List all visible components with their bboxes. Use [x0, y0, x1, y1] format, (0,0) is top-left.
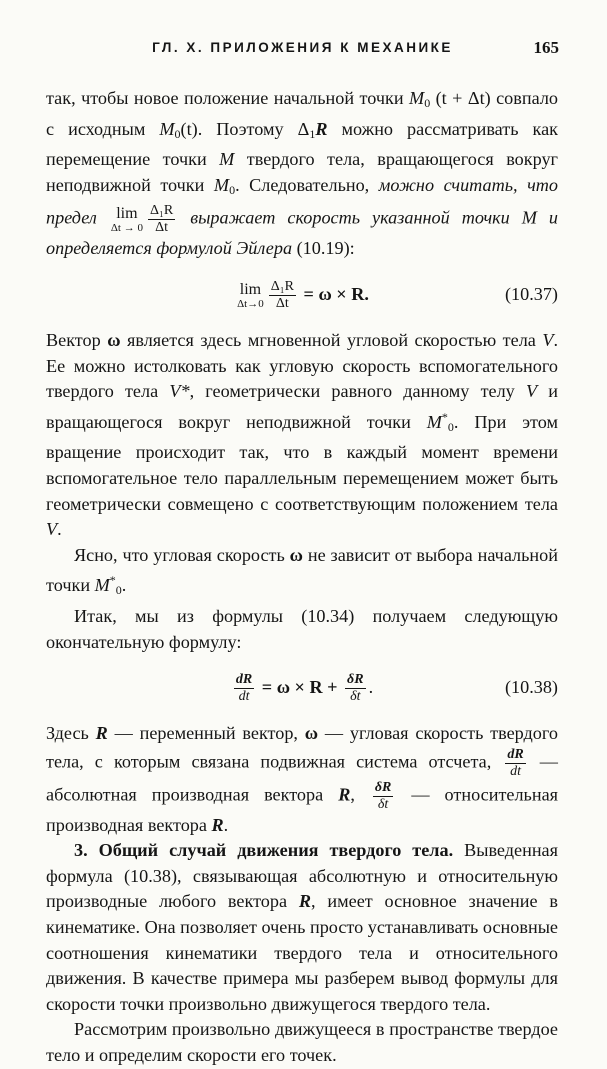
equation-10-38 — [46, 663, 558, 711]
equation-body — [46, 270, 558, 318]
paragraph-4 — [46, 604, 558, 655]
symbol-M: M — [159, 118, 175, 139]
symbol-V: V — [525, 381, 538, 402]
paragraph-5 — [46, 721, 558, 838]
equation-end: . — [368, 677, 374, 698]
symbol-M: M — [219, 149, 235, 170]
equation-middle: = ω × R + — [261, 677, 338, 698]
subscript: 1 — [309, 126, 316, 141]
text-run: (t + Δt) совпало с исходным — [46, 88, 558, 139]
symbol-M: M — [409, 88, 425, 108]
symbol-R: R — [211, 814, 224, 835]
subscript: 0 — [229, 182, 236, 197]
paragraph-3 — [46, 543, 558, 604]
symbol-M: M — [213, 174, 230, 195]
fraction — [234, 672, 254, 705]
paragraph-7 — [46, 1017, 558, 1068]
text-run: — абсолютная производная вектора — [46, 751, 558, 805]
text-run: Итак, мы из формулы (10.34) получаем следующую окончательную формулу: — [46, 605, 558, 652]
fraction-numerator: dR — [507, 746, 524, 762]
running-title: ГЛ. X. ПРИЛОЖЕНИЯ К МЕХАНИКЕ — [152, 40, 453, 55]
page-header — [46, 34, 559, 58]
subscript: 0 — [424, 96, 431, 110]
limit-expression — [111, 206, 143, 234]
text-run: — относительная производная вектора — [46, 784, 559, 835]
text-run: — угловая скорость твердого тела, с которым связана подвижная система отсчета, — [46, 723, 558, 772]
symbol-omega: ω — [289, 544, 303, 565]
fraction-numerator: Δ₁R — [149, 203, 174, 219]
text-run: Рассмотрим произвольно движущееся в пространстве твердое тело и определим скорости его точек. — [46, 1019, 558, 1066]
text-run: можно рассматривать как перемещение точки — [46, 118, 559, 170]
text-run: (t). Поэтому — [180, 118, 298, 139]
text-run: . Следовательно, — [235, 174, 379, 195]
fraction — [148, 203, 175, 236]
fraction-denominator: Δt — [155, 220, 169, 236]
text-run: . — [121, 575, 127, 596]
text-run: , геометрически равного данному телу — [189, 381, 526, 402]
symbol-V: V — [46, 519, 58, 540]
section-heading: 3. Общий случай движения твердого тела. — [74, 840, 454, 861]
symbol-V-star: V* — [169, 381, 190, 402]
italic-text: выражает скорость указанной точки M и определяется формулой Эйлера — [46, 208, 559, 259]
symbol-omega: ω — [304, 723, 319, 744]
subscript: 0 — [447, 419, 454, 434]
text-run: . — [57, 519, 62, 540]
symbol-omega: ω — [107, 329, 121, 350]
symbol-M: M — [426, 411, 442, 432]
subscript: 0 — [174, 126, 181, 141]
fraction-numerator: δR — [347, 672, 364, 688]
italic-text: можно считать, что предел — [46, 174, 559, 229]
equation-10-37 — [46, 270, 558, 318]
equation-body — [46, 663, 558, 711]
lim-label: lim — [116, 204, 138, 222]
equation-number: (10.37) — [504, 283, 558, 304]
fraction — [345, 672, 366, 705]
fraction — [505, 747, 525, 780]
symbol-R: R — [95, 723, 108, 744]
text-run: и вращающегося вокруг неподвижной точки — [46, 381, 559, 432]
equation-rhs: = ω × R. — [303, 283, 369, 304]
page-body — [46, 86, 558, 1069]
fraction-denominator: δt — [350, 689, 361, 705]
lim-subscript: Δt → 0 — [110, 221, 143, 234]
fraction-denominator: Δt — [275, 296, 289, 312]
paragraph-2 — [46, 328, 558, 543]
paragraph-6 — [46, 838, 558, 1017]
superscript: * — [441, 409, 448, 424]
fraction — [373, 780, 394, 813]
text-run: . — [223, 814, 229, 835]
symbol-R: R — [315, 118, 328, 139]
limit-expression — [237, 282, 264, 310]
page-number: 165 — [533, 38, 559, 57]
text-run: . Ее можно истолковать как угловую скорость вспомогательного твердого тела — [46, 329, 559, 402]
equation-number: (10.38) — [504, 677, 558, 698]
text-run: , имеет основное значение в кинематике. Она позволяет очень просто устанавливать основные соотношения кинематики твердого тела и относительного движения. В качестве примера мы разберем вывод формулы для скорости точки произвольно движущегося твердого тела. — [46, 891, 558, 1014]
symbol-V: V — [542, 329, 554, 350]
fraction-numerator: dR — [235, 672, 253, 688]
symbol-R: R — [338, 784, 351, 805]
lim-subscript: Δt→0 — [237, 297, 264, 310]
text-run: — переменный вектор, — [107, 723, 305, 744]
text-run: Здесь — [46, 723, 96, 744]
subscript: 0 — [115, 583, 122, 598]
fraction-numerator: Δ₁R — [270, 279, 294, 295]
text-run: Вектор — [46, 329, 108, 350]
text-run: Ясно, что угловая скорость — [74, 544, 290, 565]
text-run: Выведенная формула (10.38), связывающая абсолютную и относительную производные любого вектора — [46, 840, 558, 912]
fraction-denominator: dt — [238, 689, 250, 705]
text-run: так, чтобы новое положение начальной точки — [46, 88, 410, 108]
symbol-R: R — [298, 891, 312, 912]
superscript: * — [109, 573, 116, 588]
text-run: . При этом вращение происходит так, что в каждый момент времени вспомогательное тело параллельным перемещением может быть геометрически совмещено с соответствующим положением тела — [46, 411, 558, 514]
text-run: является здесь мгновенной угловой скоростью тела — [120, 329, 543, 350]
lim-label: lim — [239, 280, 262, 298]
fraction-denominator: dt — [510, 763, 521, 779]
text-run: (10.19): — [292, 238, 355, 259]
text-run: не зависит от выбора начальной точки — [46, 544, 558, 596]
text-run: , — [350, 784, 370, 805]
symbol-M: M — [94, 575, 110, 596]
paragraph-1 — [46, 86, 558, 262]
fraction-numerator: δR — [374, 779, 392, 795]
text-run: твердого тела, вращающегося вокруг неподвижной точки — [46, 149, 558, 195]
fraction — [269, 279, 296, 312]
symbol-delta: Δ — [297, 118, 310, 139]
fraction-denominator: δt — [377, 796, 389, 812]
